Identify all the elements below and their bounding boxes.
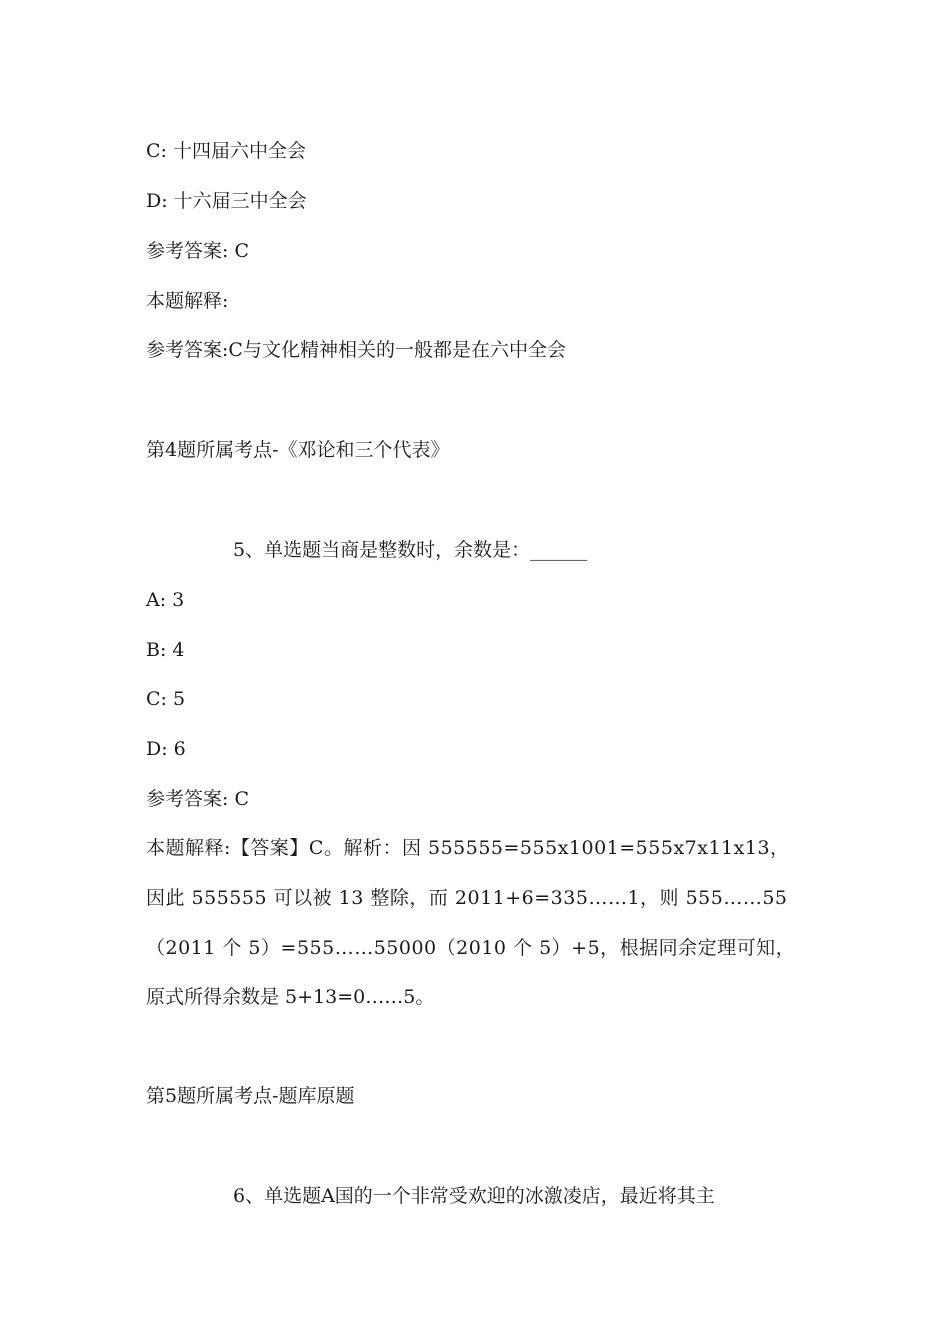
q5-option-d: D: 6 bbox=[146, 738, 186, 760]
q4-option-c: C: 十四届六中全会 bbox=[146, 140, 306, 162]
q4-topic: 第4题所属考点-《邓论和三个代表》 bbox=[146, 439, 450, 461]
q5-explanation-line-4: 原式所得余数是 5+13=0……5。 bbox=[146, 986, 435, 1008]
q5-option-a: A: 3 bbox=[146, 589, 185, 611]
q4-answer: 参考答案: C bbox=[146, 240, 249, 262]
q5-explanation-line-1: 本题解释:【答案】C。解析：因 555555=555x1001=555x7x11x13， bbox=[146, 837, 790, 859]
q4-explanation: 参考答案:C与文化精神相关的一般都是在六中全会 bbox=[146, 339, 566, 361]
q6-stem: 6、单选题A国的一个非常受欢迎的冰激凌店，最近将其主 bbox=[233, 1185, 715, 1207]
q5-explanation-line-3: （2011 个 5）=555……55000（2010 个 5）+5，根据同余定理可知， bbox=[146, 937, 796, 959]
q4-option-d: D: 十六届三中全会 bbox=[146, 190, 307, 212]
q5-topic: 第5题所属考点-题库原题 bbox=[146, 1085, 355, 1107]
q5-answer: 参考答案: C bbox=[146, 788, 249, 810]
q4-explanation-label: 本题解释: bbox=[146, 290, 229, 312]
q5-option-c: C: 5 bbox=[146, 688, 186, 710]
q5-explanation-line-2: 因此 555555 可以被 13 整除，而 2011+6=335……1，则 555……55 bbox=[146, 887, 788, 909]
q5-option-b: B: 4 bbox=[146, 639, 185, 661]
q5-stem: 5、单选题当商是整数时，余数是：______ bbox=[233, 539, 588, 561]
